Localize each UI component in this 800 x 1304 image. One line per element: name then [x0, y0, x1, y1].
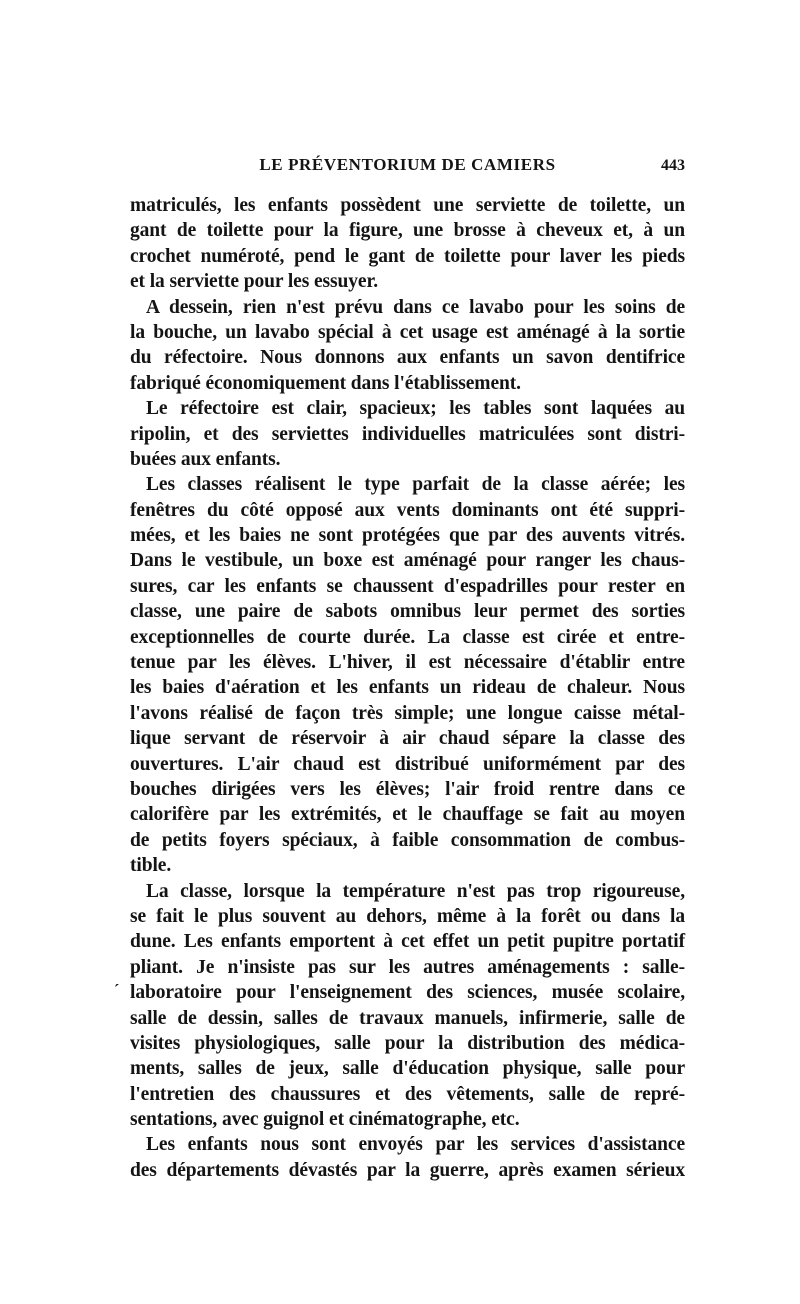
text-line: l'avons réalisé de façon très simple; une longue caisse métal- — [130, 702, 685, 724]
text-line: fabriqué économiquement dans l'établissement. — [130, 372, 521, 394]
text-line: et la serviette pour les essuyer. — [130, 271, 378, 293]
text-line: dune. Les enfants emportent à cet effet un petit pupitre portatif — [130, 931, 685, 953]
text-line: bouches dirigées vers les élèves; l'air froid rentre dans ce — [130, 778, 685, 800]
running-head — [130, 155, 685, 181]
text-line: la bouche, un lavabo spécial à cet usage est aménagé à la sortie — [130, 321, 685, 343]
text-line: se fait le plus souvent au dehors, même à la forêt ou dans la — [130, 905, 685, 927]
text-line: lique servant de réservoir à air chaud sépare la classe des — [130, 728, 685, 750]
text-line: Les classes réalisent le type parfait de la classe aérée; les — [146, 474, 685, 496]
body-text — [130, 193, 685, 1183]
text-line: A dessein, rien n'est prévu dans ce lavabo pour les soins de — [146, 296, 685, 318]
text-line: des départements dévastés par la guerre, après examen sérieux — [130, 1159, 685, 1181]
text-line: Le réfectoire est clair, spacieux; les tables sont laquées au — [146, 398, 685, 420]
text-line: matriculés, les enfants possèdent une serviette de toilette, un — [130, 195, 685, 216]
text-line: sentations, avec guignol et cinématographe, etc. — [130, 1109, 520, 1131]
margin-mark: ˊ — [114, 982, 120, 999]
text-line: mées, et les baies ne sont protégées que par des auvents vitrés. — [130, 525, 685, 547]
text-line: Les enfants nous sont envoyés par les services d'assistance — [146, 1134, 685, 1156]
text-line: visites physiologiques, salle pour la distribution des médica- — [130, 1032, 685, 1054]
text-line: Dans le vestibule, un boxe est aménagé pour ranger les chaus- — [130, 550, 685, 572]
text-line: calorifère par les extrémités, et le chauffage se fait au moyen — [130, 804, 685, 826]
text-line: ments, salles de jeux, salle d'éducation physique, salle pour — [130, 1058, 685, 1080]
text-line: l'entretien des chaussures et des vêtements, salle de repré- — [130, 1083, 685, 1105]
text-line: du réfectoire. Nous donnons aux enfants un savon dentifrice — [130, 347, 685, 369]
text-line: buées aux enfants. — [130, 448, 281, 470]
text-line: ripolin, et des serviettes individuelles matriculées sont distri- — [130, 423, 685, 445]
text-line: tible. — [130, 855, 172, 877]
running-title: LE PRÉVENTORIUM DE CAMIERS — [259, 155, 556, 174]
page-number: 443 — [661, 157, 685, 174]
text-line: classe, une paire de sabots omnibus leur permet des sorties — [130, 601, 685, 623]
text-line: fenêtres du côté opposé aux vents dominants ont été suppri- — [130, 499, 685, 521]
text-line: crochet numéroté, pend le gant de toilette pour laver les pieds — [130, 245, 685, 267]
text-line: salle de dessin, salles de travaux manuels, infirmerie, salle de — [130, 1007, 685, 1029]
text-line: exceptionnelles de courte durée. La classe est cirée et entre- — [130, 626, 685, 648]
text-line: pliant. Je n'insiste pas sur les autres aménagements : salle- — [130, 956, 685, 978]
text-line: gant de toilette pour la figure, une brosse à cheveux et, à un — [130, 220, 685, 242]
text-line: ouvertures. L'air chaud est distribué uniformément par des — [130, 753, 685, 775]
text-line: sures, car les enfants se chaussent d'espadrilles pour rester en — [130, 575, 685, 597]
text-line: La classe, lorsque la température n'est pas trop rigoureuse, — [146, 880, 685, 902]
text-line: les baies d'aération et les enfants un rideau de chaleur. Nous — [130, 677, 685, 699]
text-line: laboratoire pour l'enseignement des sciences, musée scolaire, — [130, 982, 685, 1004]
text-line: tenue par les élèves. L'hiver, il est nécessaire d'établir entre — [130, 652, 685, 674]
text-line: de petits foyers spéciaux, à faible consommation de combus- — [130, 829, 685, 851]
